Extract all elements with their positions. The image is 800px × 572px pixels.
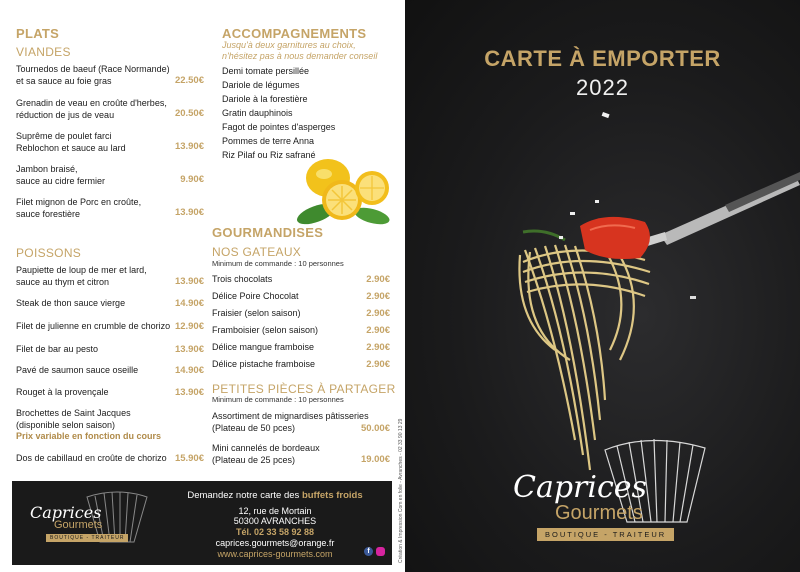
viandes-heading: VIANDES — [16, 45, 71, 59]
footer-logo-tagline: BOUTIQUE - TRAITEUR — [46, 534, 128, 542]
petites-pieces-heading: PETITES PIÈCES À PARTAGER — [212, 382, 396, 396]
cake-price: 2.90€ — [366, 291, 390, 302]
dish-price: 13.90€ — [174, 141, 204, 152]
dish-price: 13.90€ — [174, 276, 204, 287]
accompagnements-note: Jusqu'à deux garnitures au choix, n'hésitez pas à nous demander conseil — [222, 40, 378, 61]
cover-title: CARTE À EMPORTER — [484, 46, 721, 71]
dish-price: 12.90€ — [174, 321, 204, 332]
gourmandises-heading: GOURMANDISES — [212, 225, 324, 240]
platter-name: Assortiment de mignardises pâtisseries (Plateau de 50 pces) — [212, 411, 369, 433]
cover-year: 2022 — [576, 75, 629, 100]
buffet-cta — [160, 490, 390, 501]
gateaux-heading: NOS GATEAUX — [212, 245, 302, 259]
dish-name: Paupiette de loup de mer et lard, sauce au thym et citron — [16, 265, 147, 287]
dish-name: Rouget à la provençale — [16, 387, 109, 397]
cake-price: 2.90€ — [366, 359, 390, 370]
platter-price: 19.00€ — [360, 454, 390, 465]
dish-price: 22.50€ — [174, 75, 204, 86]
cake-price: 2.90€ — [366, 274, 390, 285]
poissons-heading: POISSONS — [16, 246, 82, 260]
email-link[interactable]: caprices.gourmets@orange.fr — [215, 538, 335, 548]
dish-price: 13.90€ — [174, 387, 204, 398]
dish-price: 14.90€ — [174, 298, 204, 309]
dish-price: 13.90€ — [174, 344, 204, 355]
dish-name: Filet de julienne en crumble de chorizo — [16, 321, 171, 331]
cake-name: Délice mangue framboise — [212, 342, 315, 352]
address-line2: 50300 AVRANCHES — [233, 516, 317, 526]
buffet-cta-highlight: buffets froids — [301, 490, 363, 501]
cake-price: 2.90€ — [366, 342, 390, 353]
cake-name: Délice Poire Chocolat — [212, 291, 299, 301]
dish-name: Dos de cabillaud en croûte de chorizo — [16, 453, 167, 463]
dish-name: Steak de thon sauce vierge — [16, 298, 126, 308]
side-item: Fagot de pointes d'asperges — [222, 122, 336, 132]
platter-name: Mini cannelés de bordeaux (Plateau de 25 pces) — [212, 443, 320, 465]
side-item: Gratin dauphinois — [222, 108, 293, 118]
cover-brand-caprices: Caprices — [513, 470, 647, 505]
gateaux-minimum-note: Minimum de commande : 10 personnes — [212, 259, 344, 268]
side-item: Demi tomate persillée — [222, 66, 310, 76]
side-item: Pommes de terre Anna — [222, 136, 315, 146]
cover-panel — [405, 0, 800, 572]
instagram-icon[interactable] — [376, 547, 385, 556]
buffet-cta-text: Demandez notre carte des — [187, 490, 302, 501]
print-credit-text: Création & Impression Com en folie - Avranches - 02 33 90 13 29 — [398, 418, 404, 563]
cake-name: Trois chocolats — [212, 274, 273, 284]
cake-name: Fraisier (selon saison) — [212, 308, 301, 318]
cake-name: Framboisier (selon saison) — [212, 325, 319, 335]
dish-name: Filet de bar au pesto — [16, 344, 99, 354]
dish-price: 15.90€ — [174, 453, 204, 464]
dish-name: Jambon braisé, sauce au cidre fermier — [16, 164, 106, 186]
dish-price: 20.50€ — [174, 108, 204, 119]
phone-number: Tél. 02 33 58 92 88 — [235, 527, 315, 537]
accompagnements-heading: ACCOMPAGNEMENTS — [222, 26, 367, 41]
lemon-image — [292, 156, 392, 228]
dish-name: Grenadin de veau en croûte d'herbes, réduction de jus de veau — [16, 98, 167, 120]
side-item: Dariole à la forestière — [222, 94, 308, 104]
cake-price: 2.90€ — [366, 308, 390, 319]
dish-name: Brochettes de Saint Jacques (disponible selon saison) — [16, 408, 131, 430]
variable-price-note: Prix variable en fonction du cours — [16, 431, 162, 441]
dish-price: 9.90€ — [180, 174, 204, 185]
cover-brand-tagline: BOUTIQUE - TRAITEUR — [537, 528, 674, 541]
section-plats-heading: PLATS — [16, 26, 60, 41]
dish-name: Filet mignon de Porc en croûte, sauce forestière — [16, 197, 142, 219]
cover-brand-gourmets: Gourmets — [555, 502, 643, 524]
cake-price: 2.90€ — [366, 325, 390, 336]
dish-name: Pavé de saumon sauce oseille — [16, 365, 139, 375]
dish-name: Suprême de poulet farci Reblochon et sauce au lard — [16, 131, 126, 153]
dish-price: 13.90€ — [174, 207, 204, 218]
side-item: Riz Pilaf ou Riz safrané — [222, 150, 316, 160]
side-item: Dariole de légumes — [222, 80, 300, 90]
contact-footer — [12, 481, 392, 565]
petites-minimum-note: Minimum de commande : 10 personnes — [212, 395, 344, 404]
website-link[interactable]: www.caprices-gourmets.com — [217, 549, 333, 559]
cake-name: Délice pistache framboise — [212, 359, 316, 369]
dish-price: 14.90€ — [174, 365, 204, 376]
platter-price: 50.00€ — [360, 423, 390, 434]
footer-logo-caprices: Caprices — [30, 503, 102, 522]
dish-name: Tournedos de baeuf (Race Normande) et sa sauce au foie gras — [16, 64, 170, 86]
address-line1: 12, rue de Mortain — [238, 506, 312, 516]
facebook-icon[interactable]: f — [364, 547, 373, 556]
footer-logo-gourmets: Gourmets — [54, 519, 103, 531]
